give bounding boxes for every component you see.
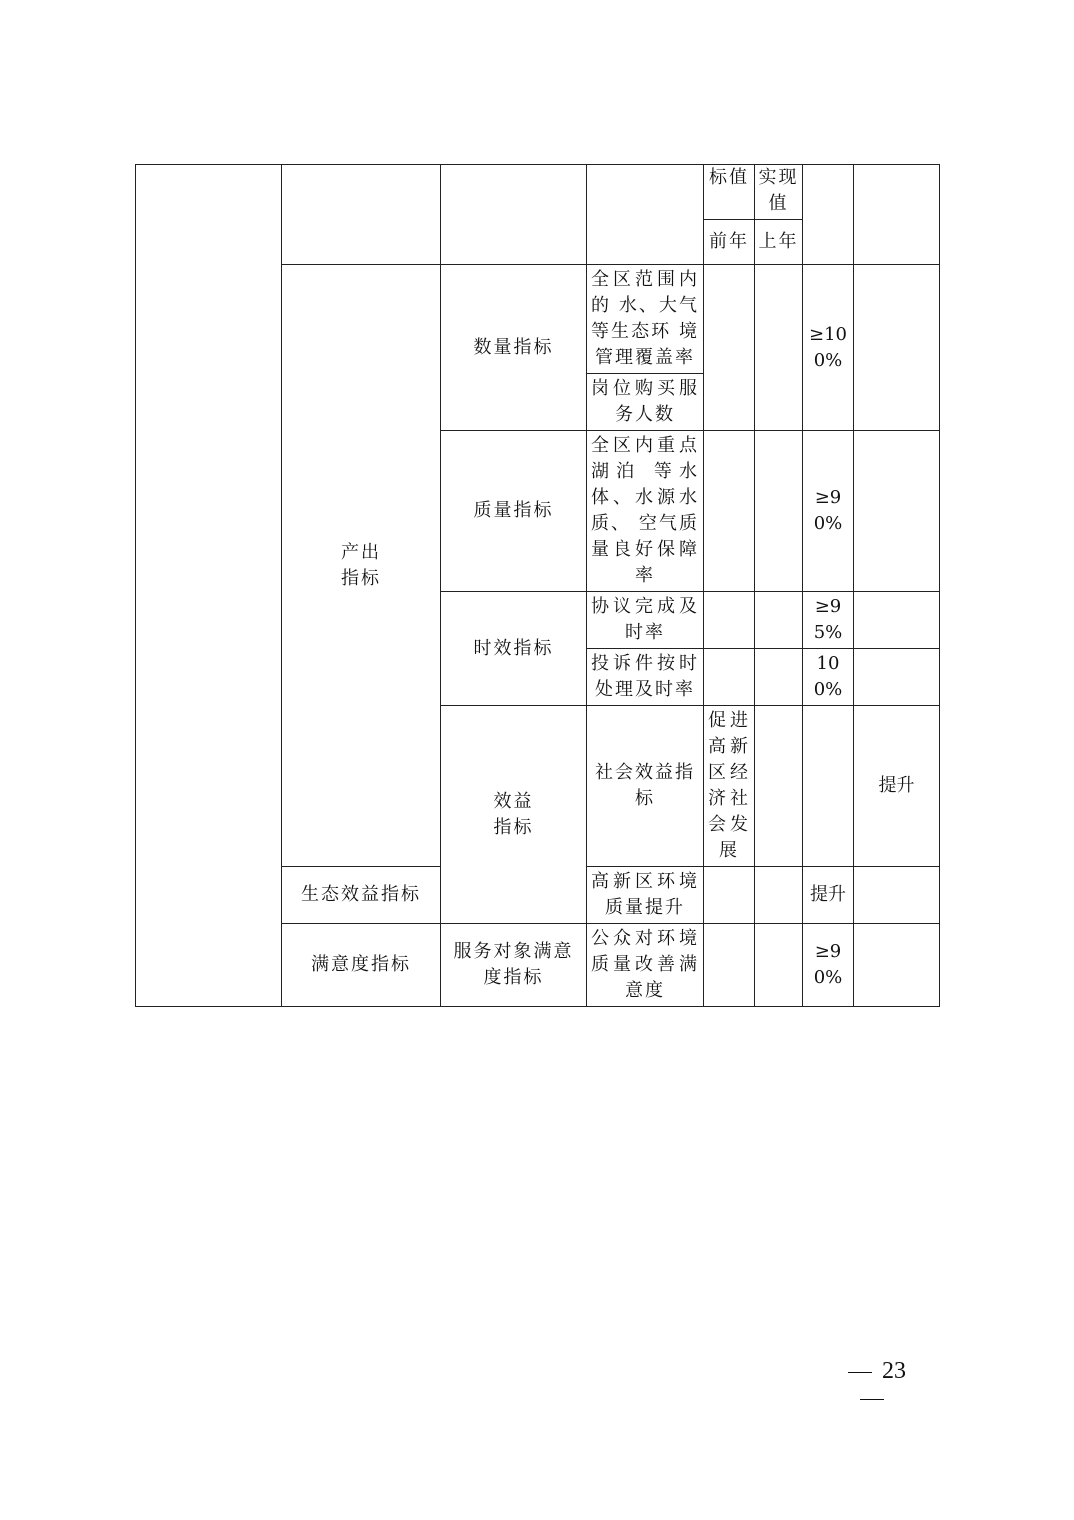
header-last-year: 上年 [755,220,803,265]
group-output-label: 产出指标 [341,541,381,589]
header-actual-label: 实现值 [755,165,803,220]
target-value-cell: 提升 [803,867,854,924]
prev-year-cell [704,867,755,924]
header-target-label: 标值 [704,165,755,220]
last-year-cell [755,649,803,706]
group-output [282,265,441,867]
prev-year-cell [755,706,803,867]
subgroup-timeliness: 时效指标 [441,592,587,706]
subgroup-quantity: 数量指标 [441,265,587,431]
notes-cell [854,265,940,431]
subgroup-social: 社会效益指标 [587,706,704,867]
prev-year-cell [704,649,755,706]
target-value-cell: 提升 [854,706,940,867]
target-value-cell: ≥100% [803,265,854,431]
performance-indicator-table [135,164,940,1007]
header-prev-year: 前年 [704,220,755,265]
target-value-cell: ≥90% [803,431,854,592]
indicator-cell: 全区内重点湖泊 等水体、水源水质、 空气质量良好保障率 [587,431,704,592]
last-year-cell [755,265,803,431]
page-number-text: 23 [882,1358,906,1384]
notes-cell [854,867,940,924]
indicator-cell: 协议完成及时率 [587,592,704,649]
last-year-cell [755,431,803,592]
prev-year-cell [704,592,755,649]
subgroup-quality: 质量指标 [441,431,587,592]
header-blank-value [803,165,854,265]
indicator-cell: 岗位购买服务人数 [587,374,704,431]
subgroup-service: 服务对象满意度指标 [441,924,587,1007]
notes-cell [854,431,940,592]
page-number [820,1358,924,1412]
indicator-cell: 投诉件按时处理及时率 [587,649,704,706]
indicator-cell: 高新区环境质量提升 [587,867,704,924]
header-blank-subgroup [441,165,587,265]
notes-cell [854,592,940,649]
header-blank-indicator [587,165,704,265]
indicator-cell: 全区范围内的 水、大气等生态环 境管理覆盖率 [587,265,704,374]
target-value-cell: 100% [803,649,854,706]
last-year-cell [755,867,803,924]
last-year-cell [803,706,854,867]
prev-year-cell [704,265,755,431]
header-blank-notes [854,165,940,265]
prev-year-cell [704,924,755,1007]
last-year-cell [755,924,803,1007]
subgroup-ecological: 生态效益指标 [282,867,441,924]
notes-cell [854,924,940,1007]
group-benefit-label: 效益指标 [493,790,534,838]
page-dash-right [860,1399,884,1400]
last-year-cell [755,592,803,649]
page-dash-left [848,1372,872,1373]
group-benefit [441,706,587,924]
target-value-cell: ≥95% [803,592,854,649]
group-satisfaction: 满意度指标 [282,924,441,1007]
blank-left-column [136,165,282,1007]
prev-year-cell [704,431,755,592]
indicator-cell: 公众对环境质量改善满意度 [587,924,704,1007]
indicator-cell: 促进高新区经济社会发展 [704,706,755,867]
target-value-cell: ≥90% [803,924,854,1007]
header-blank-group [282,165,441,265]
notes-cell [854,649,940,706]
